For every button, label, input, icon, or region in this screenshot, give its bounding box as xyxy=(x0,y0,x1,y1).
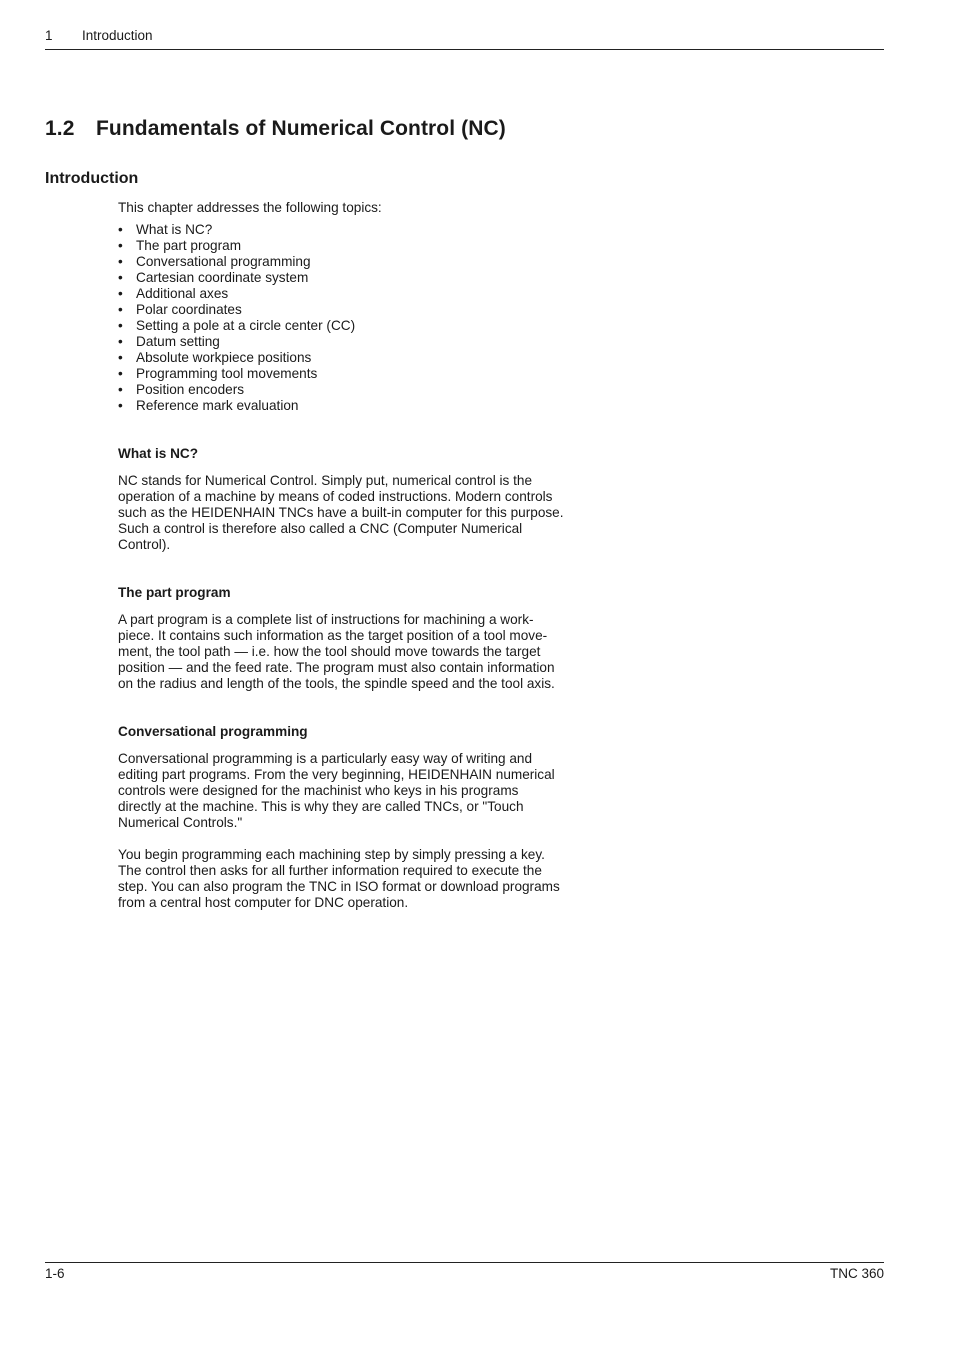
body-text xyxy=(118,200,598,911)
paragraph-spacer xyxy=(118,831,598,847)
text-line: position — and the feed rate. The program must also contain information xyxy=(118,660,555,675)
chapter-number: 1 xyxy=(45,28,53,43)
paragraph-part-program xyxy=(118,612,598,692)
text-line: You begin programming each machining step by simply pressing a key. xyxy=(118,847,545,862)
list-item xyxy=(118,270,598,286)
text-line: Control). xyxy=(118,537,171,552)
list-item xyxy=(118,350,598,366)
paragraph-what-is-nc xyxy=(118,473,598,553)
list-item xyxy=(118,366,598,382)
text-line: Conversational programming is a particularly easy way of writing and xyxy=(118,751,533,766)
section-title xyxy=(45,117,506,141)
text-line: NC stands for Numerical Control. Simply put, numerical control is the xyxy=(118,473,533,488)
topics-list xyxy=(118,222,598,414)
text-line: step. You can also program the TNC in ISO format or download programs xyxy=(118,879,560,894)
bullet-icon: • xyxy=(118,382,123,397)
bullet-icon: • xyxy=(118,286,123,301)
text-line: on the radius and length of the tools, the spindle speed and the tool axis. xyxy=(118,676,555,691)
topic-label: Programming tool movements xyxy=(136,366,318,381)
page-footer xyxy=(45,1262,884,1285)
heading-conversational-programming: Conversational programming xyxy=(118,724,308,739)
topic-label: Setting a pole at a circle center (CC) xyxy=(136,318,356,333)
text-line: The control then asks for all further information required to execute the xyxy=(118,863,542,878)
text-line: from a central host computer for DNC operation. xyxy=(118,895,409,910)
text-line: Numerical Controls." xyxy=(118,815,243,830)
product-name: TNC 360 xyxy=(829,1266,884,1281)
section-number: 1.2 xyxy=(45,117,75,140)
topic-label: Additional axes xyxy=(136,286,229,301)
bullet-icon: • xyxy=(118,318,123,333)
paragraph-conversational-2 xyxy=(118,847,598,911)
bullet-icon: • xyxy=(118,398,123,413)
text-line: ment, the tool path — i.e. how the tool should move towards the target xyxy=(118,644,541,659)
topic-label: Reference mark evaluation xyxy=(136,398,299,413)
topic-label: Polar coordinates xyxy=(136,302,242,317)
page-number: 1-6 xyxy=(45,1266,65,1281)
text-line: editing part programs. From the very beginning, HEIDENHAIN numerical xyxy=(118,767,555,782)
list-item xyxy=(118,334,598,350)
bullet-icon: • xyxy=(118,254,123,269)
paragraph-conversational-1 xyxy=(118,751,598,831)
list-item xyxy=(118,382,598,398)
page-header xyxy=(45,27,884,50)
bullet-icon: • xyxy=(118,222,123,237)
list-item xyxy=(118,398,598,414)
text-line: piece. It contains such information as the target position of a tool move- xyxy=(118,628,548,643)
text-line: controls were designed for the machinist who keys in his programs xyxy=(118,783,519,798)
text-line: directly at the machine. This is why they are called TNCs, or "Touch xyxy=(118,799,524,814)
heading-part-program: The part program xyxy=(118,585,231,600)
section-title-text: Fundamentals of Numerical Control (NC) xyxy=(96,117,506,140)
intro-lead: This chapter addresses the following topics: xyxy=(118,200,382,215)
list-item xyxy=(118,238,598,254)
text-line: Such a control is therefore also called a CNC (Computer Numerical xyxy=(118,521,523,536)
bullet-icon: • xyxy=(118,350,123,365)
bullet-icon: • xyxy=(118,238,123,253)
topic-label: Conversational programming xyxy=(136,254,311,269)
text-line: such as the HEIDENHAIN TNCs have a built-in computer for this purpose. xyxy=(118,505,564,520)
list-item xyxy=(118,302,598,318)
topic-label: The part program xyxy=(136,238,242,253)
topic-label: Position encoders xyxy=(136,382,245,397)
bullet-icon: • xyxy=(118,334,123,349)
heading-what-is-nc: What is NC? xyxy=(118,446,199,461)
bullet-icon: • xyxy=(118,302,123,317)
bullet-icon: • xyxy=(118,366,123,381)
topic-label: Absolute workpiece positions xyxy=(136,350,312,365)
bullet-icon: • xyxy=(118,270,123,285)
topic-label: Cartesian coordinate system xyxy=(136,270,309,285)
list-item xyxy=(118,222,598,238)
topic-label: Datum setting xyxy=(136,334,220,349)
list-item xyxy=(118,254,598,270)
list-item xyxy=(118,286,598,302)
topic-label: What is NC? xyxy=(136,222,213,237)
list-item xyxy=(118,318,598,334)
chapter-title: Introduction xyxy=(82,28,153,43)
text-line: operation of a machine by means of coded instructions. Modern controls xyxy=(118,489,553,504)
subheading-introduction: Introduction xyxy=(45,170,139,187)
text-line: A part program is a complete list of instructions for machining a work- xyxy=(118,612,534,627)
